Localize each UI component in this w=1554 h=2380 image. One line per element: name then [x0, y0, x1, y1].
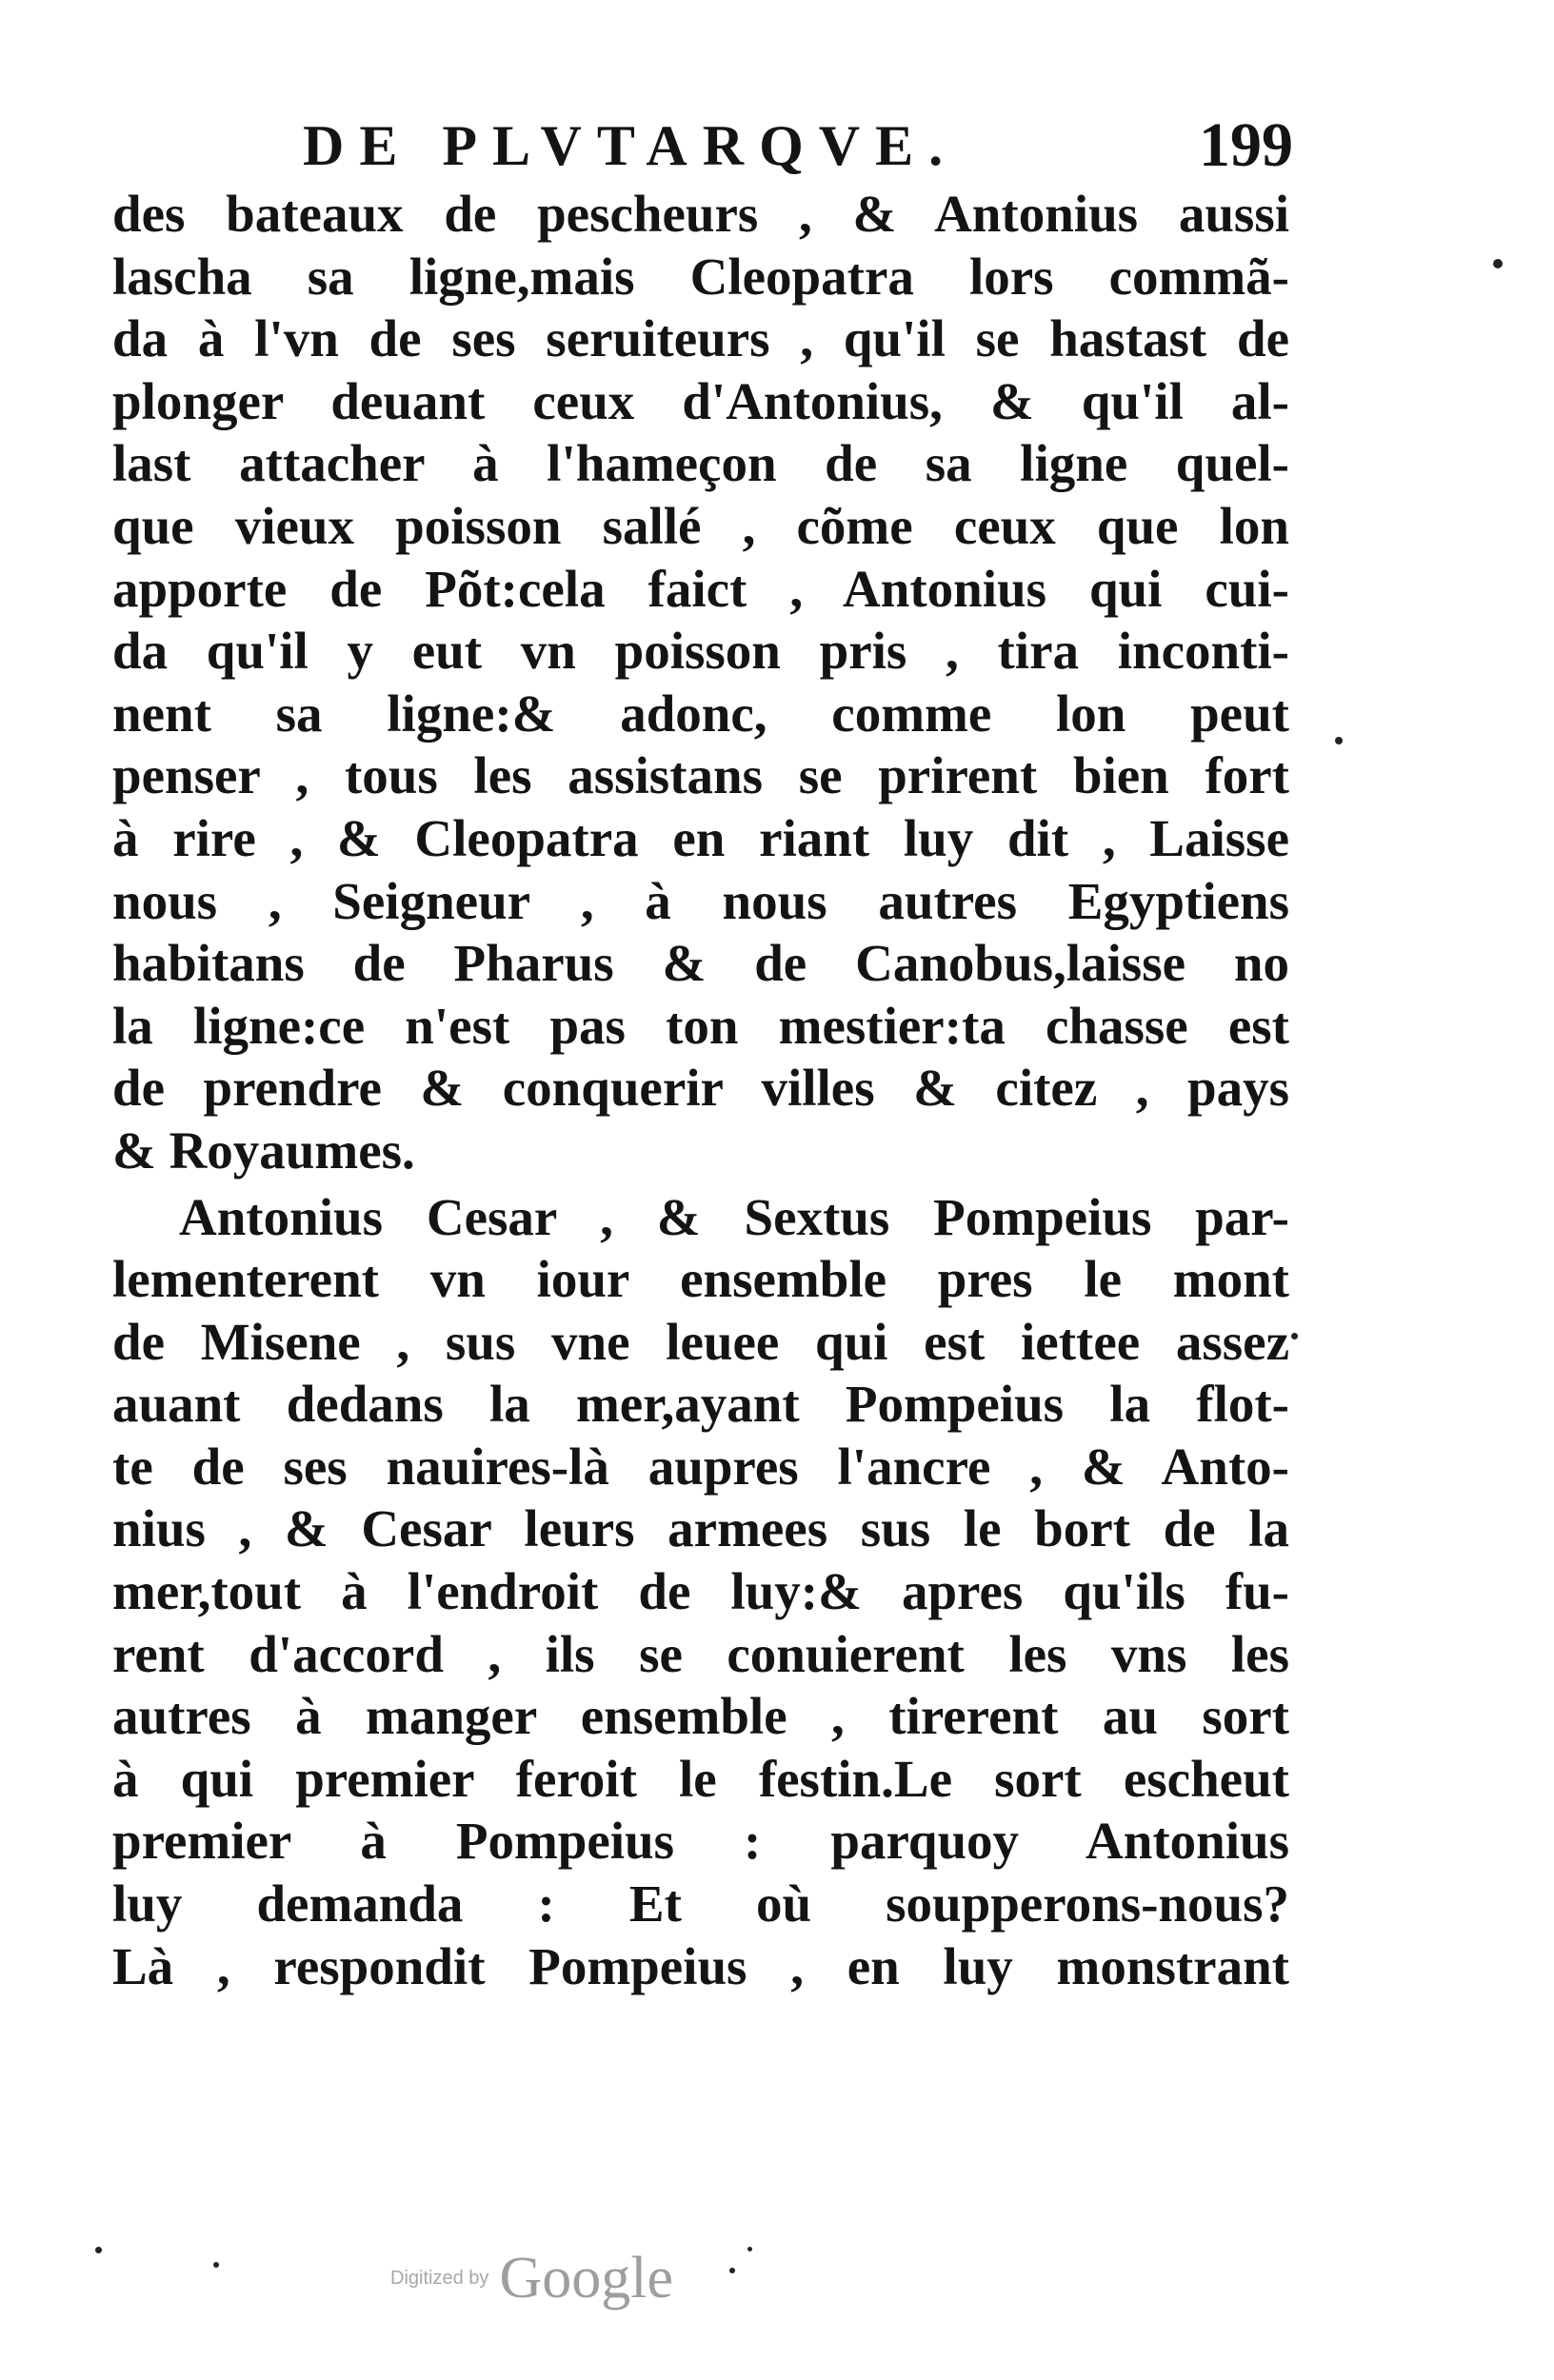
- text-line: des bateaux de pescheurs , & Antonius aussi: [112, 185, 1289, 243]
- text-line: autres à manger ensemble , tirerent au sort: [112, 1687, 1289, 1746]
- text-line: nius , & Cesar leurs armees sus le bort de la: [112, 1499, 1289, 1558]
- digitized-watermark: [390, 2245, 673, 2311]
- text-line: te de ses nauires-là aupres l'ancre , & Anto-: [112, 1437, 1289, 1496]
- scan-speck: [729, 2268, 735, 2273]
- text-line: de Misene , sus vne leuee qui est iettee assez: [112, 1312, 1289, 1371]
- text-line: premier à Pompeius : parquoy Antonius: [112, 1812, 1289, 1871]
- text-line: Là , respondit Pompeius , en luy monstrant: [112, 1936, 1289, 1995]
- scan-speck: [213, 2262, 219, 2268]
- text-line: de prendre & conquerir villes & citez , pays: [112, 1059, 1289, 1118]
- text-line: habitans de Pharus & de Canobus,laisse no: [112, 934, 1289, 993]
- text-line: à qui premier feroit le festin.Le sort escheut: [112, 1749, 1289, 1808]
- paragraph-2: [112, 1186, 1289, 1998]
- text-line: da à l'vn de ses seruiteurs , qu'il se hastast de: [112, 309, 1289, 368]
- text-line: last attacher à l'hameçon de sa ligne quel-: [112, 434, 1289, 493]
- text-line: apporte de Põt:cela faict , Antonius qui cui-: [112, 559, 1289, 618]
- scan-speck: [1335, 737, 1343, 744]
- text-line: auant dedans la mer,ayant Pompeius la flot-: [112, 1375, 1289, 1434]
- scan-speck: [1291, 1333, 1298, 1339]
- text-line: plonger deuant ceux d'Antonius, & qu'il al-: [112, 371, 1289, 430]
- page-header: [112, 103, 1293, 188]
- text-line: da qu'il y eut vn poisson pris , tira inconti-: [112, 622, 1289, 681]
- text-line: Antonius Cesar , & Sextus Pompeius par-: [179, 1187, 1289, 1246]
- paragraph-1: [112, 183, 1289, 1182]
- watermark-brand: Google: [499, 2246, 674, 2311]
- scan-speck: [1493, 259, 1503, 268]
- scan-speck: [747, 2247, 752, 2251]
- running-head: DE PLVTARQVE.: [303, 114, 959, 177]
- page-number: 199: [1199, 110, 1293, 180]
- scan-speck: [95, 2247, 102, 2253]
- text-line: lascha sa ligne,mais Cleopatra lors commã-: [112, 247, 1289, 306]
- watermark-prefix: Digitized by: [390, 2268, 489, 2289]
- text-line: à rire , & Cleopatra en riant luy dit , Laisse: [112, 808, 1289, 867]
- text-line: rent d'accord , ils se conuierent les vns les: [112, 1624, 1289, 1683]
- text-line: & Royaumes.: [112, 1121, 415, 1180]
- text-line: mer,tout à l'endroit de luy:& apres qu'ils fu-: [112, 1562, 1289, 1621]
- text-line: nous , Seigneur , à nous autres Egyptiens: [112, 871, 1289, 930]
- text-line: que vieux poisson sallé , cõme ceux que lon: [112, 496, 1289, 555]
- text-line: penser , tous les assistans se prirent bien fort: [112, 746, 1289, 805]
- text-line: la ligne:ce n'est pas ton mestier:ta chasse est: [112, 996, 1289, 1055]
- text-line: nent sa ligne:& adonc, comme lon peut: [112, 684, 1289, 743]
- text-line: lementerent vn iour ensemble pres le mont: [112, 1250, 1289, 1309]
- body-text: [112, 183, 1289, 1997]
- text-line: luy demanda : Et où soupperons-nous?: [112, 1874, 1289, 1934]
